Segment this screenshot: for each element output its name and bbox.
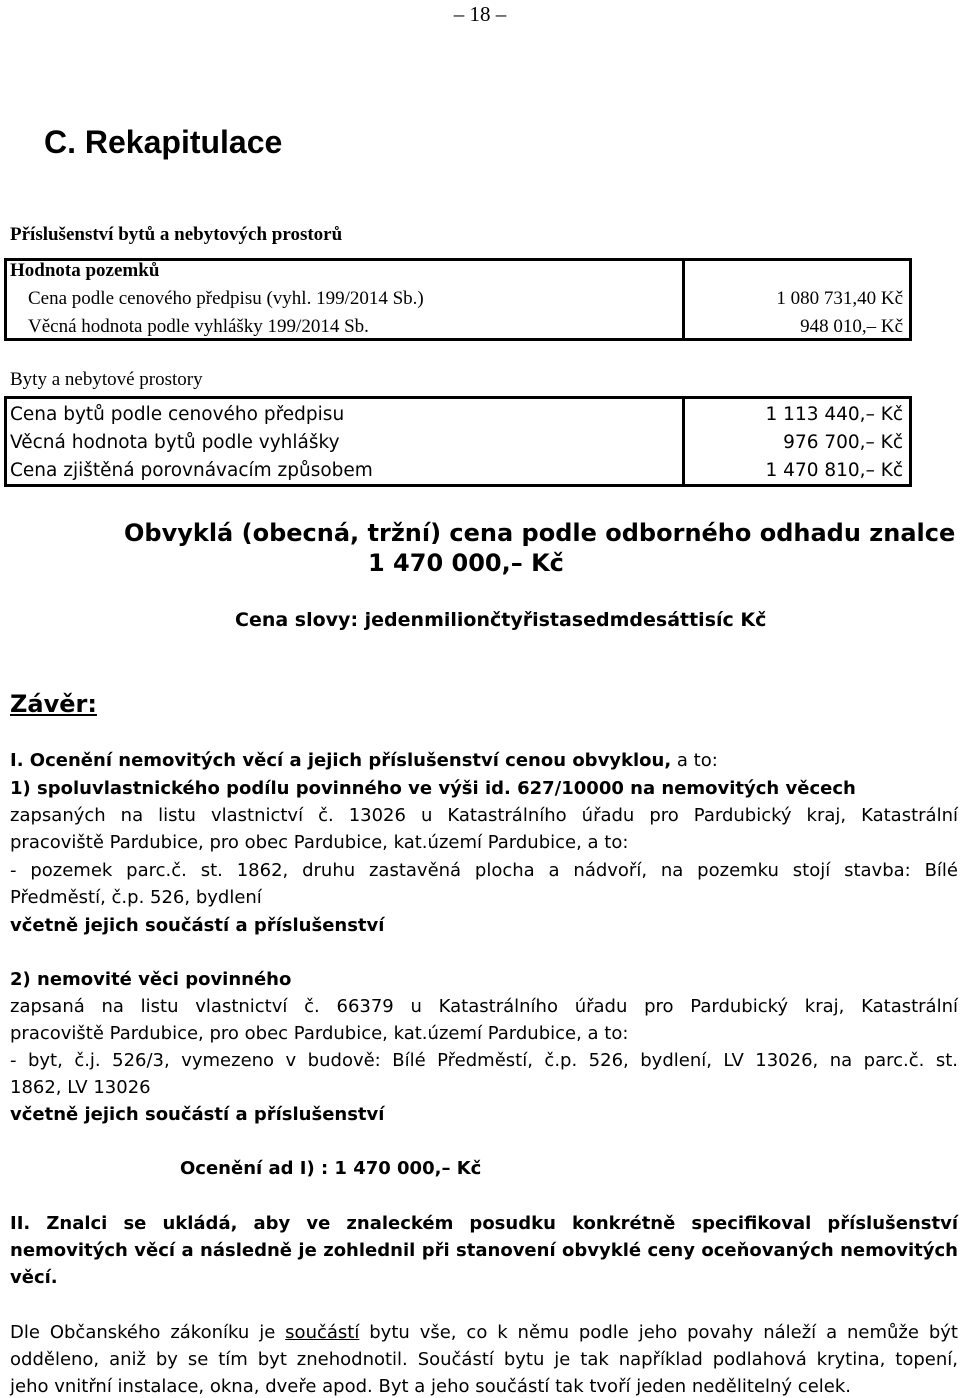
units-title: Byty a nebytové prostory xyxy=(10,369,203,390)
civil-code-line xyxy=(10,1322,958,1343)
item2-line: zapsaná na listu vlastnictví č. 66379 u Katastrálního úřadu pro Pardubický kraj, Katastrální xyxy=(10,996,958,1017)
land-title: Hodnota pozemků xyxy=(10,260,160,281)
civil-code-underlined: součástí xyxy=(285,1322,360,1343)
item2-line: pracoviště Pardubice, pro obec Pardubice, kat.území Pardubice, a to: xyxy=(10,1023,629,1044)
civil-code-line: jeho vnitřní instalace, okna, dveře apod. Byt a jeho součástí tak tvoří jeden nedělitelný celek. xyxy=(10,1376,851,1397)
page-number: – 18 – xyxy=(453,2,507,26)
item1-line: - pozemek parc.č. st. 1862, druhu zastavěná plocha a nádvoří, na pozemku stojí stavba: Bílé xyxy=(10,860,958,881)
instruction-line: nemovitých věcí a následně je zohlednil při stanovení obvyklé ceny oceňovaných nemovitých xyxy=(10,1240,958,1261)
land-row-value: 948 010,– Kč xyxy=(800,316,903,337)
units-row-label: Věcná hodnota bytů podle vyhlášky xyxy=(10,432,340,453)
section-heading: C. Rekapitulace xyxy=(44,124,283,160)
units-row-value: 1 470 810,– Kč xyxy=(765,460,903,481)
item1-title: 1) spoluvlastnického podílu povinného ve výši id. 627/10000 na nemovitých věcech xyxy=(10,778,856,799)
civil-code-line: odděleno, aniž by se tím byt znehodnotil. Součástí bytu je tak například podlahová krytina, topení, xyxy=(10,1349,958,1370)
conclusion-i-line xyxy=(10,750,718,772)
expert-words: Cena slovy: jedenmiliončtyřistasedmdesáttisíc Kč xyxy=(235,609,767,631)
units-row-value: 1 113 440,– Kč xyxy=(765,404,903,425)
civil-code-text: bytu vše, co k němu podle jeho povahy náleží a nemůže být xyxy=(359,1322,958,1343)
land-row-label: Věcná hodnota podle vyhlášky 199/2014 Sb. xyxy=(28,316,369,337)
item1-line: Předměstí, č.p. 526, bydlení xyxy=(10,887,262,908)
item1-inclusion: včetně jejich součástí a příslušenství xyxy=(10,915,385,936)
item1-line: pracoviště Pardubice, pro obec Pardubice, kat.území Pardubice, a to: xyxy=(10,832,629,853)
conclusion-title: Závěr: xyxy=(10,690,97,718)
expert-heading: Obvyklá (obecná, tržní) cena podle odborného odhadu znalce xyxy=(124,519,956,547)
item2-line: 1862, LV 13026 xyxy=(10,1077,151,1098)
civil-code-text: Dle Občanského zákoníku je xyxy=(10,1322,286,1343)
units-row-label: Cena zjištěná porovnávacím způsobem xyxy=(10,460,373,481)
expert-value: 1 470 000,– Kč xyxy=(368,549,564,577)
units-row-label: Cena bytů podle cenového předpisu xyxy=(10,404,345,425)
units-row-value: 976 700,– Kč xyxy=(783,432,903,453)
land-row-label: Cena podle cenového předpisu (vyhl. 199/2014 Sb.) xyxy=(28,288,424,309)
item2-inclusion: včetně jejich součástí a příslušenství xyxy=(10,1104,385,1125)
land-row-value: 1 080 731,40 Kč xyxy=(776,288,903,309)
item1-line: zapsaných na listu vlastnictví č. 13026 u Katastrálního úřadu pro Pardubický kraj, Katastrální xyxy=(10,805,958,826)
item2-line: - byt, č.j. 526/3, vymezeno v budově: Bílé Předměstí, č.p. 526, bydlení, LV 13026, na parc.č. st. xyxy=(10,1050,958,1071)
instruction-line: II. Znalci se ukládá, aby ve znaleckém posudku konkrétně specifikoval příslušenství xyxy=(10,1213,958,1234)
instruction-line: věcí. xyxy=(10,1267,58,1288)
conclusion-i-rest: a to: xyxy=(671,750,718,771)
accessories-title: Příslušenství bytů a nebytových prostorů xyxy=(10,224,343,245)
total-valuation: Ocenění ad I) : 1 470 000,– Kč xyxy=(180,1158,482,1179)
item2-title: 2) nemovité věci povinného xyxy=(10,969,292,990)
conclusion-i-bold: I. Ocenění nemovitých věcí a jejich příslušenství cenou obvyklou, xyxy=(10,750,672,771)
